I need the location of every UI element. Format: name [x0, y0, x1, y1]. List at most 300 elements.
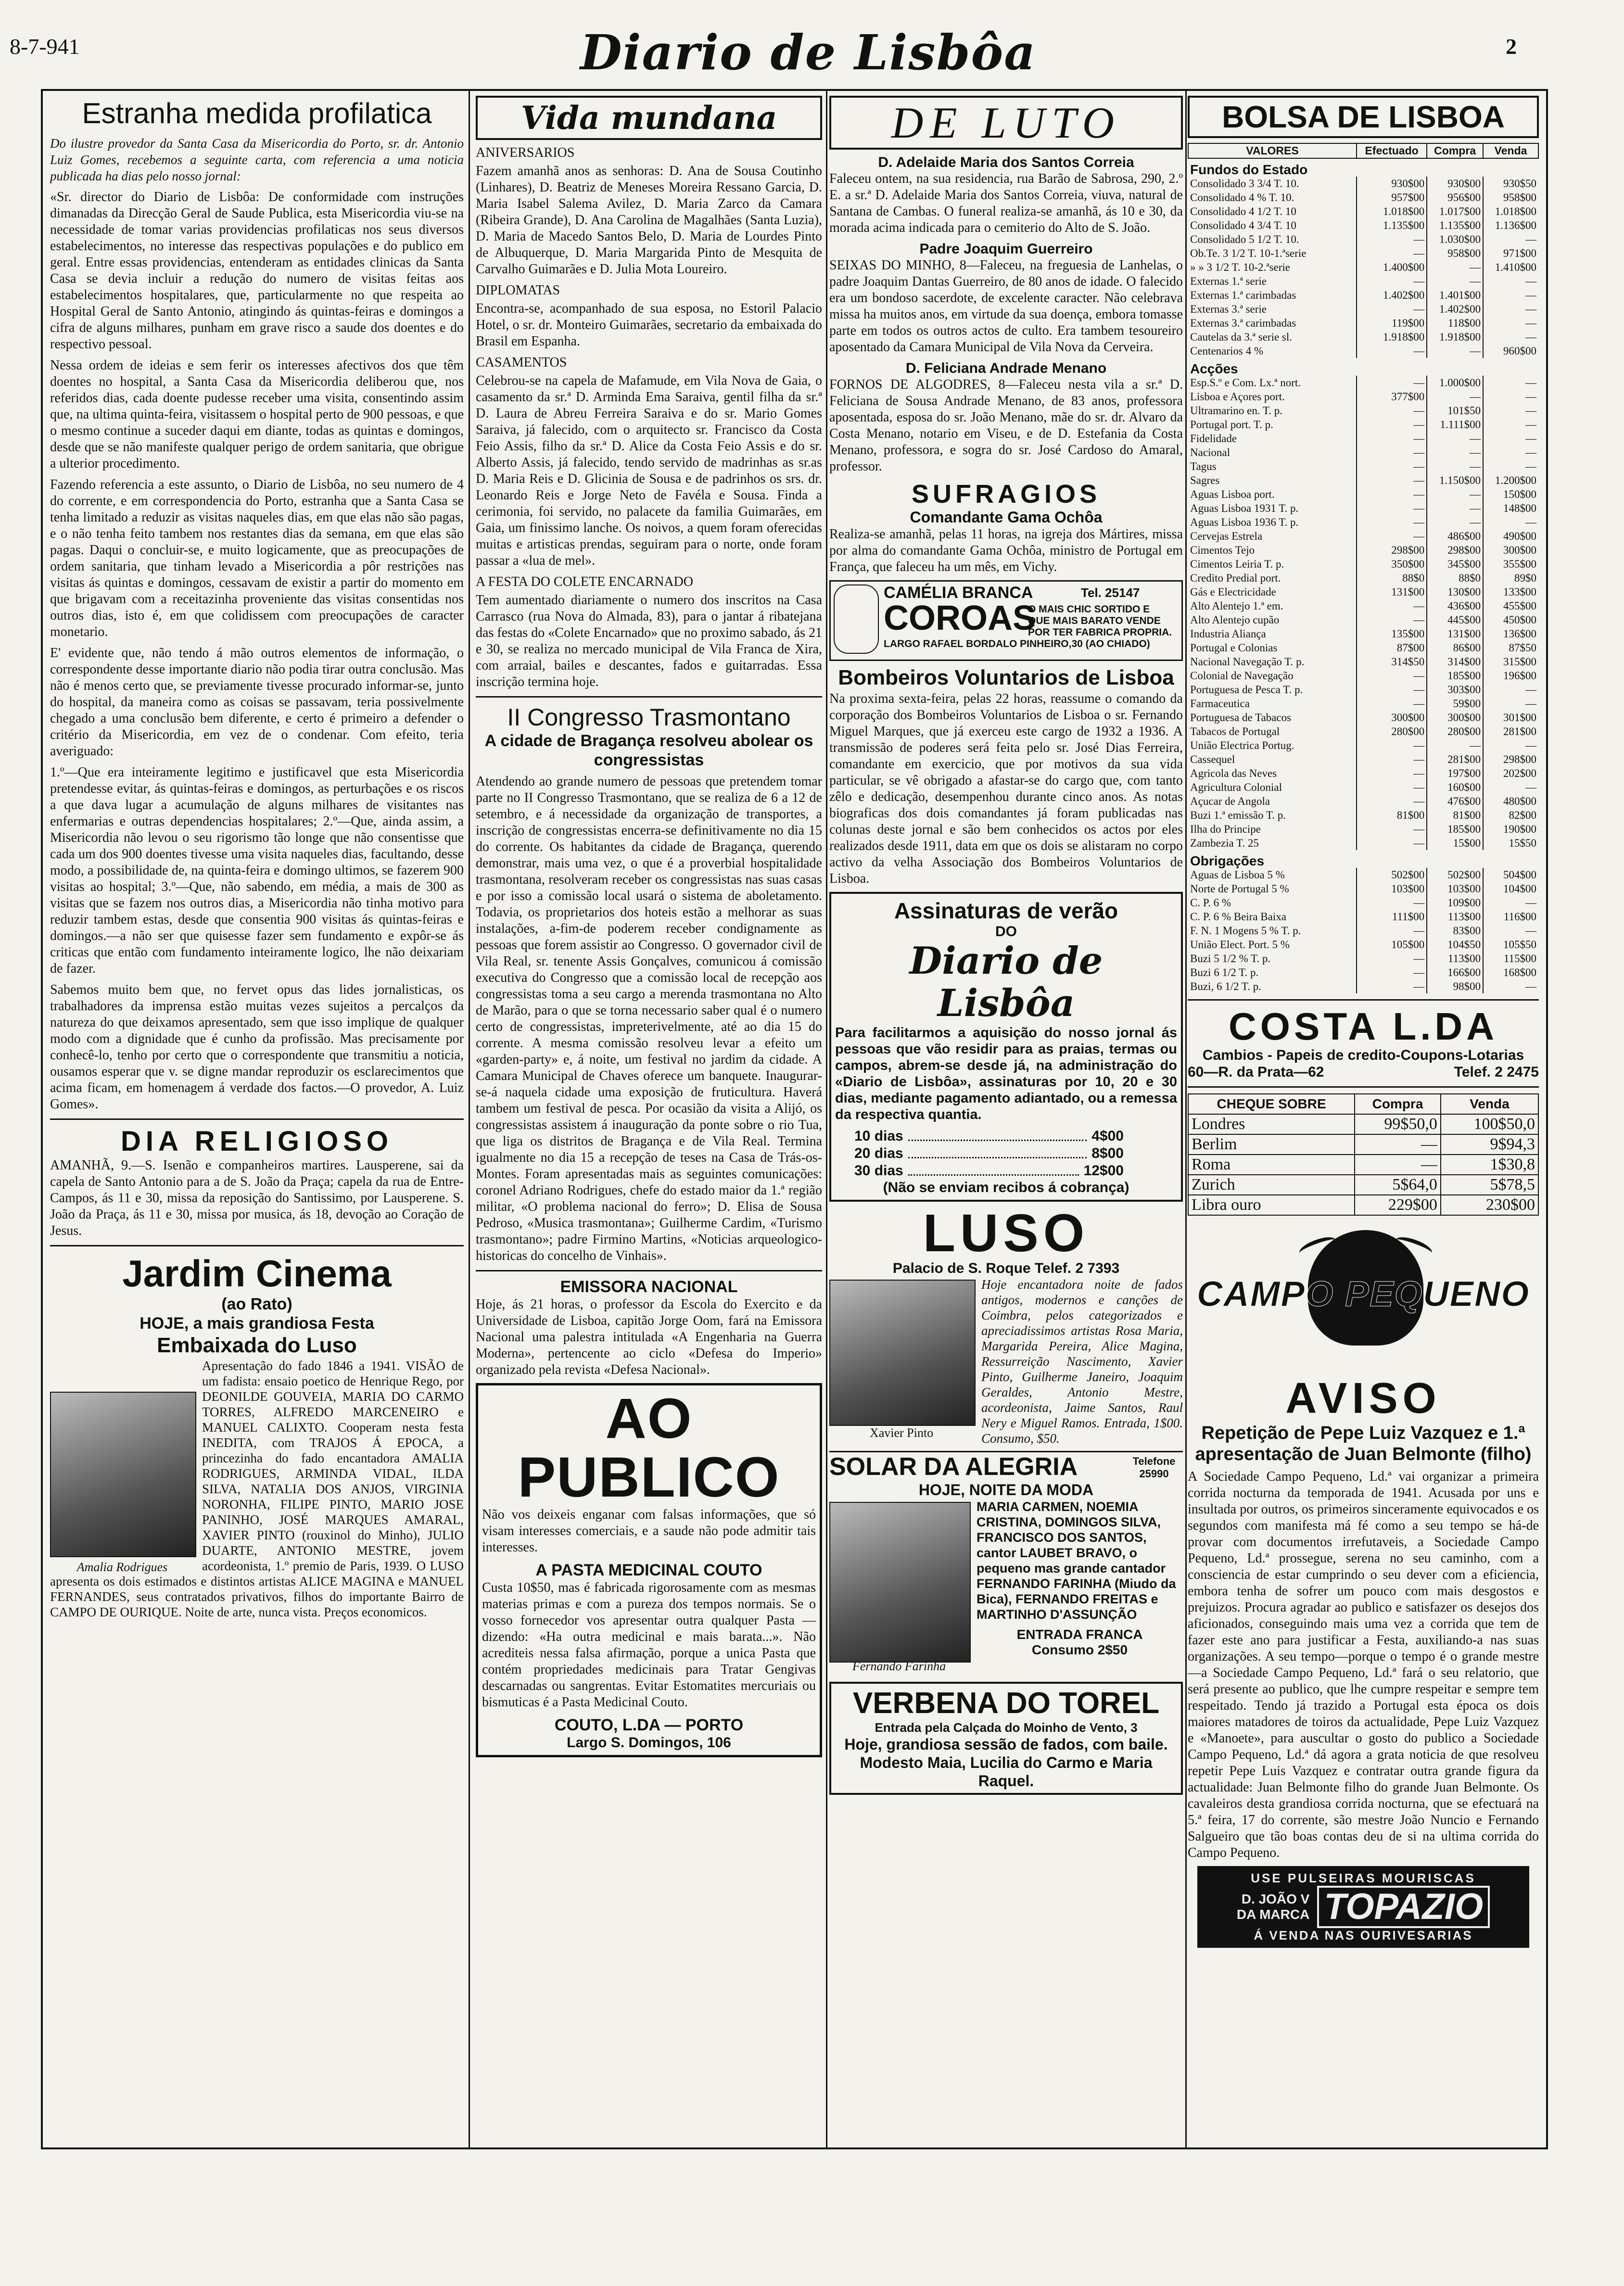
bolsa-price: 300$00: [1483, 543, 1538, 557]
cheque-row: [1188, 1155, 1538, 1175]
bolsa-price: 82$00: [1483, 808, 1538, 822]
bolsa-row: [1188, 965, 1538, 979]
bolsa-row: [1188, 655, 1538, 669]
topazio-line: [1237, 1892, 1309, 1922]
sufragios-text: Realiza-se amanhã, pelas 11 horas, na igreja dos Mártires, missa por alma do comandante Gama Ochôa, ministro de Portugal em França, que faleceu ha um mês, em Vichy.: [829, 527, 1183, 574]
bolsa-price: 101$50: [1427, 404, 1483, 418]
congresso-title: II Congresso Trasmontano: [507, 704, 791, 731]
bolsa-price: —: [1483, 738, 1538, 752]
couto-company: COUTO, L.DA — PORTO: [554, 1716, 744, 1734]
column-divider: [826, 91, 827, 2147]
bolsa-price: —: [1357, 683, 1427, 697]
price-days: 10 dias: [854, 1128, 903, 1144]
bolsa-row: [1188, 683, 1538, 697]
section-heading: DIPLOMATAS: [476, 283, 560, 298]
topazio-da-marca: DA MARCA: [1236, 1907, 1310, 1922]
xavier-pinto-photo: [829, 1280, 976, 1426]
bolsa-price: —: [1357, 766, 1427, 780]
bolsa-security: Esp.S.º e Com. Lx.ª nort.: [1190, 377, 1301, 389]
bolsa-price: 377$00: [1357, 390, 1427, 404]
bolsa-security: Ultramarino en. T. p.: [1190, 405, 1283, 417]
bolsa-price: 103$00: [1357, 882, 1427, 896]
bolsa-price: —: [1357, 232, 1427, 246]
bolsa-price: 1.018$00: [1483, 204, 1538, 218]
bolsa-price: 502$00: [1427, 868, 1483, 882]
bolsa-security: Portuguesa de Pesca T. p.: [1190, 684, 1303, 696]
bolsa-security: Buzi 5 1/2 % T. p.: [1190, 952, 1271, 965]
article-paragraph: «Sr. director do Diario de Lisbôa: De conformidade com instruções dimanadas da Direcção Geral de Saude Publica, esta Misericordia viu-se na necessidade de tomar varias providencias profilaticas nos seus diversos estabelecimentos, no interesse das respectivas populações e do publico em geral. Entre essas providencias, entenderam as entidades clinicas da Santa Casa se devia incluir a redução do numero de visitas feitas aos estabelecimentos hospitalares, que, particularmente no que respeita ao Hospital Geral de Santo Antonio, atingindo ás quintas-feiras e domingos a cifra de alguns milhares, punham em grave risco a saude dos doentes e do respectivo pessoal.: [50, 190, 464, 352]
column-3: [829, 91, 1183, 2147]
cheque-row: [1188, 1195, 1538, 1215]
bolsa-price: 111$00: [1357, 910, 1427, 924]
bolsa-price: 105$00: [1357, 938, 1427, 952]
bolsa-row: [1188, 599, 1538, 613]
bolsa-price: 81$00: [1427, 808, 1483, 822]
cheque-header: Compra: [1355, 1094, 1441, 1114]
bolsa-price: —: [1427, 445, 1483, 459]
bolsa-row: [1188, 246, 1538, 260]
bolsa-price: 445$00: [1427, 613, 1483, 627]
bolsa-price: —: [1483, 432, 1538, 445]
price-row: [854, 1145, 1124, 1162]
bolsa-price: —: [1427, 390, 1483, 404]
bolsa-price: 166$00: [1427, 965, 1483, 979]
bolsa-price: 455$00: [1483, 599, 1538, 613]
bolsa-price: —: [1427, 459, 1483, 473]
assinaturas-do: DO: [995, 924, 1017, 940]
solar-phone: Telefone 25990: [1132, 1455, 1176, 1480]
bolsa-price: —: [1357, 896, 1427, 910]
obituary-name: D. Feliciana Andrade Menano: [905, 360, 1107, 376]
bolsa-price: 281$00: [1427, 752, 1483, 766]
bolsa-row: [1188, 627, 1538, 641]
bolsa-price: 958$00: [1427, 246, 1483, 260]
bolsa-price: 298$00: [1357, 543, 1427, 557]
jardim-cinema-show: Embaixada do Luso: [157, 1334, 357, 1357]
cheque-row: [1188, 1134, 1538, 1155]
bolsa-price: 87$00: [1357, 641, 1427, 655]
bolsa-security: Aguas Lisboa 1931 T. p.: [1190, 502, 1299, 514]
bolsa-price: 136$00: [1483, 627, 1538, 641]
bolsa-price: 1.402$00: [1427, 302, 1483, 316]
bolsa-row: [1188, 910, 1538, 924]
bolsa-security: Portugal port. T. p.: [1190, 419, 1273, 431]
bolsa-header: Venda: [1483, 143, 1538, 158]
bolsa-header: Compra: [1427, 143, 1483, 158]
costa-address: 60—R. da Prata—62: [1188, 1064, 1324, 1080]
bolsa-price: 109$00: [1427, 896, 1483, 910]
bolsa-price: 1.150$00: [1427, 473, 1483, 487]
verbena-title: VERBENA DO TOREL: [852, 1687, 1160, 1720]
bolsa-security: Consolidado 4 3/4 T. 10: [1190, 219, 1296, 231]
bolsa-section: [1188, 358, 1538, 376]
bolsa-price: —: [1427, 274, 1483, 288]
bolsa-row: [1188, 979, 1538, 993]
bolsa-price: —: [1357, 697, 1427, 711]
bolsa-row: [1188, 822, 1538, 836]
bolsa-price: 281$00: [1483, 724, 1538, 738]
pasta-couto-title: A PASTA MEDICINAL COUTO: [535, 1561, 762, 1579]
bolsa-row: [1188, 938, 1538, 952]
price-row: [854, 1162, 1124, 1180]
bolsa-price: —: [1483, 274, 1538, 288]
bolsa-row: [1188, 218, 1538, 232]
cheque-rate: 230$00: [1441, 1195, 1538, 1215]
bolsa-security: Cimentos Tejo: [1190, 544, 1255, 556]
column-4: [1188, 91, 1539, 2147]
bolsa-price: 104$50: [1427, 938, 1483, 952]
bolsa-price: —: [1357, 669, 1427, 683]
camelia-coroas: COROAS: [884, 599, 1036, 637]
bolsa-security: Aguas Lisboa port.: [1190, 488, 1275, 500]
bolsa-price: —: [1357, 613, 1427, 627]
bolsa-price: —: [1427, 515, 1483, 529]
bolsa-price: —: [1357, 487, 1427, 501]
column-divider: [469, 91, 470, 2147]
bolsa-security: Sagres: [1190, 474, 1220, 486]
section-heading: CASAMENTOS: [476, 355, 567, 370]
bolsa-price: 930$50: [1483, 177, 1538, 190]
assinaturas-paper: Diario de Lisbôa: [909, 939, 1103, 1025]
bolsa-price: —: [1427, 260, 1483, 274]
bolsa-price: —: [1483, 376, 1538, 390]
column-divider: [1185, 91, 1187, 2147]
bolsa-security: F. N. 1 Mogens 5 % T. p.: [1190, 925, 1301, 937]
bolsa-row: [1188, 316, 1538, 330]
bolsa-row: [1188, 808, 1538, 822]
topazio-brand-row: [1202, 1886, 1524, 1928]
bolsa-price: —: [1357, 836, 1427, 850]
solar-alegria-ad: [829, 1451, 1183, 1673]
bolsa-price: —: [1483, 232, 1538, 246]
bolsa-price: —: [1357, 780, 1427, 794]
bolsa-price: 86$00: [1427, 641, 1483, 655]
bolsa-price: 131$00: [1427, 627, 1483, 641]
bolsa-row: [1188, 404, 1538, 418]
article-paragraph: E' evidente que, não tendo á mão outros elementos de informação, o correspondente desse importante diario não podia tirar outra conclusão. Mas não é menos certo que, se previamente tivesse procurado informar-se, junto do hospital, da maneira como as coisas se passavam, teria possivelmente chegado a uma conclusão bem diferente, e certo é primeiro a defender o critério da Misericordia, em vez de o condenar. Com efeito, teria averiguado:: [50, 646, 464, 759]
bolsa-row: [1188, 487, 1538, 501]
bolsa-price: 504$00: [1483, 868, 1538, 882]
bolsa-price: 104$00: [1483, 882, 1538, 896]
bolsa-security: Zambezia T. 25: [1190, 837, 1259, 849]
bolsa-security: Aguas de Lisboa 5 %: [1190, 869, 1285, 881]
bolsa-price: 185$00: [1427, 822, 1483, 836]
bolsa-price: 190$00: [1483, 822, 1538, 836]
bolsa-security: Buzi 6 1/2 T. p.: [1190, 966, 1259, 978]
bolsa-row: [1188, 288, 1538, 302]
bolsa-row: [1188, 177, 1538, 190]
bolsa-price: —: [1483, 316, 1538, 330]
bolsa-section-label: Obrigações: [1190, 853, 1265, 868]
bolsa-security: União Electrica Portug.: [1190, 739, 1294, 751]
costa-subtitle: Cambios - Papeis de credito-Coupons-Lotarias: [1202, 1047, 1524, 1063]
bolsa-security: Alto Alentejo cupão: [1190, 614, 1280, 626]
jardim-cinema-today: HOJE, a mais grandiosa Festa: [140, 1314, 374, 1333]
obituary-text: SEIXAS DO MINHO, 8—Faleceu, na freguesia de Lanhelas, o padre Joaquim Dantas Guerreiro, de 80 anos de idade. O falecido era um bondoso sacerdote, de excelente caracter. Não celebrava missa ha muitos anos, em virtude da sua doença, embora tomasse parte em todos os outros actos de culto. Era tambem tesoureiro aposentado da Camara Municipal de Vila Nova da Cerveira.: [829, 258, 1183, 355]
bolsa-price: 1.400$00: [1357, 260, 1427, 274]
bolsa-price: 1.135$00: [1427, 218, 1483, 232]
cheque-currency: Roma: [1188, 1155, 1355, 1175]
bolsa-security: União Elect. Port. 5 %: [1190, 939, 1290, 951]
cheque-rate: 5$64,0: [1355, 1175, 1441, 1195]
topazio-line: USE PULSEIRAS MOURISCAS: [1251, 1871, 1476, 1885]
bolsa-price: 930$00: [1427, 177, 1483, 190]
divider: [476, 696, 822, 698]
topazio-brand: TOPAZIO: [1317, 1886, 1490, 1928]
bolsa-price: 1.410$00: [1483, 260, 1538, 274]
bolsa-row: [1188, 501, 1538, 515]
bolsa-security: Externas 1.ª serie: [1190, 275, 1267, 287]
bolsa-price: 355$00: [1483, 557, 1538, 571]
bolsa-price: —: [1357, 459, 1427, 473]
bolsa-section: [1188, 158, 1538, 177]
aviso-text: A Sociedade Campo Pequeno, Ld.ª vai organizar a primeira corrida nocturna da temporada de 1941. Acusada por uns e insultada por outros, os primeiros sinceramente equivocados e os segundos com manifesta má fé como a seu tempo se há-de provar com documentos irrefutaveis, a Sociedade Campo Pequeno, Ld.ª prossegue, serena no seu caminho, com a consciencia de estar cumprindo o seu dever com a eficiencia, embora tenha de sofrer um pouco com mais desgostos e prejuizos. Procura agradar ao publico e satisfazer os desejos dos aficionados, conseguindo mais uma vez a corrida que tem de fazer este ano para justificar a Festa, auxiliando-a nas suas organizações. A seu tempo—porque o tempo é o grande mestre—a Sociedade Campo Pequeno, Ld.ª fará o seu relatorio, que será presente ao publico, que lhe cumpre respeitar e sempre tem respeitado. Tendo já trazido a Portugal esta época os dois maiores matadores de toiros da actualidade, Pepe Luiz Vazquez e «Manoete», para auscultar o gosto do publico a Sociedade Campo Pequeno, Ld.ª dá agora a grata noticia de que resolveu repetir Pepe Luis Vazquez e contratar outra grande figura da actualidade: Juan Belmonte filho do grande Juan Belmonte. Os cavaleiros desta grandiosa corrida nocturna, que se efectuará na 5.ª feira, 17 do corrente, são mestre João Nuncio e Fernando Salgueiro que tão boas contas deu de si na ultima corrida do Campo Pequeno.: [1188, 1469, 1539, 1860]
topazio-dom-joao: D. JOÃO V: [1241, 1892, 1310, 1906]
bolsa-price: 202$00: [1483, 766, 1538, 780]
bolsa-row: [1188, 697, 1538, 711]
divider: [50, 1118, 464, 1120]
bolsa-price: 1.918$00: [1427, 330, 1483, 344]
article-paragraph: Celebrou-se na capela de Mafamude, em Vila Nova de Gaia, o casamento da sr.ª D. Arminda Ema Saraiva, gentil filha da sr.ª D. Laura de Abreu Ferreira Saraiva e do sr. Mario Gomes Saraiva, já falecido, com o arquitecto sr. Francisco da Costa Feio Assis, filho da sr.ª D. Alice da Costa Feio Assis e do sr. Alberto Assis, já falecido, tendo servido de madrinhas as sr.as D. Maria Reis e D. Glicinia de Sousa e de padrinhos os srs. dr. Leonardo Reis e Jorge Neto de Favéla e Sousa. Finda a cerimonia, foi servido, no palacete da familia Guimarães, em Gaia, um finissimo lanche. Os noivos, a quem foram oferecidas muitas e artisticas prendas, seguiram para o norte, onde foram passar a «lua de mel».: [476, 373, 822, 568]
bolsa-price: 88$0: [1427, 571, 1483, 585]
cheque-header: Venda: [1441, 1094, 1538, 1114]
dia-religioso-title: DIA RELIGIOSO: [120, 1126, 393, 1157]
cheque-rows: [1188, 1114, 1538, 1215]
bolsa-price: 1.918$00: [1357, 330, 1427, 344]
bolsa-security: Centenarios 4 %: [1190, 345, 1264, 357]
column-2: [476, 91, 822, 2147]
bolsa-price: —: [1427, 501, 1483, 515]
bolsa-price: 1.401$00: [1427, 288, 1483, 302]
campo-pequeno-text: CAMPO PEQUENO: [1196, 1274, 1530, 1314]
de-luto-title: DE LUTO: [829, 96, 1183, 150]
bolsa-price: 1.000$00: [1427, 376, 1483, 390]
bolsa-row: [1188, 641, 1538, 655]
bolsa-price: 197$00: [1427, 766, 1483, 780]
column-1: [50, 91, 464, 2147]
bolsa-security: Colonial de Navegação: [1190, 670, 1294, 682]
bolsa-price: 160$00: [1427, 780, 1483, 794]
bolsa-security: Cimentos Leiria T. p.: [1190, 558, 1284, 570]
bolsa-security: » » 3 1/2 T. 10-2.ªserie: [1190, 261, 1290, 273]
bolsa-price: —: [1483, 418, 1538, 432]
bolsa-price: 300$00: [1427, 711, 1483, 724]
bolsa-row: [1188, 330, 1538, 344]
bolsa-price: 1.017$00: [1427, 204, 1483, 218]
luso-title: LUSO: [923, 1204, 1090, 1263]
bolsa-price: —: [1483, 683, 1538, 697]
bolsa-price: —: [1357, 404, 1427, 418]
bolsa-price: 115$00: [1483, 952, 1538, 965]
bolsa-price: —: [1483, 979, 1538, 993]
bolsa-price: 135$00: [1357, 627, 1427, 641]
bolsa-price: —: [1357, 965, 1427, 979]
bolsa-security: Alto Alentejo 1.ª em.: [1190, 600, 1283, 612]
bolsa-header: Efectuado: [1357, 143, 1427, 158]
cheque-row: [1188, 1175, 1538, 1195]
bolsa-price: 81$00: [1357, 808, 1427, 822]
bolsa-security: Açucar de Angola: [1190, 795, 1270, 807]
bolsa-row: [1188, 585, 1538, 599]
cheque-rate: 99$50,0: [1355, 1114, 1441, 1134]
price-value: 4$00: [1091, 1128, 1124, 1144]
bolsa-security: Buzi, 6 1/2 T. p.: [1190, 980, 1262, 992]
jardim-cinema-title: Jardim Cinema: [122, 1252, 392, 1295]
bolsa-security: Externas 1.ª carimbadas: [1190, 289, 1296, 301]
assinaturas-title: Assinaturas de verão: [894, 898, 1118, 923]
bolsa-security: Consolidado 4 % T. 10.: [1190, 191, 1294, 203]
bolsa-security: Agricultura Colonial: [1190, 781, 1282, 793]
bolsa-price: —: [1427, 432, 1483, 445]
bolsa-price: 118$00: [1427, 316, 1483, 330]
bolsa-price: 298$00: [1427, 543, 1483, 557]
bolsa-price: 119$00: [1357, 316, 1427, 330]
bolsa-price: —: [1357, 302, 1427, 316]
cheque-header: CHEQUE SOBRE: [1188, 1094, 1355, 1114]
bolsa-security: Agricola das Neves: [1190, 767, 1277, 779]
bolsa-price: —: [1357, 529, 1427, 543]
bolsa-row: [1188, 896, 1538, 910]
bolsa-security: Externas 3.ª carimbadas: [1190, 317, 1296, 329]
camelia-title: CAMÉLIA BRANCA: [884, 584, 1033, 602]
bolsa-price: —: [1483, 459, 1538, 473]
bolsa-price: 89$0: [1483, 571, 1538, 585]
bolsa-price: —: [1427, 344, 1483, 358]
bolsa-security: Cassequel: [1190, 753, 1235, 765]
bolsa-row: [1188, 669, 1538, 683]
sufragios-subtitle: Comandante Gama Ochôa: [910, 508, 1103, 526]
page-number: 2: [1506, 34, 1517, 59]
camelia-address: LARGO RAFAEL BORDALO PINHEIRO,30 (AO CHIADO): [884, 638, 1150, 649]
newspaper-title: Diario de Lisbôa: [580, 24, 1037, 81]
camelia-text: O MAIS CHIC SORTIDO E QUE MAIS BARATO VENDE POR TER FABRICA PROPRIA.: [1028, 604, 1172, 638]
bolsa-price: 15$50: [1483, 836, 1538, 850]
bolsa-security: Consolidado 5 1/2 T. 10.: [1190, 233, 1299, 245]
bolsa-row: [1188, 190, 1538, 204]
bolsa-security: Aguas Lisboa 1936 T. p.: [1190, 516, 1299, 528]
bolsa-price: 298$00: [1483, 752, 1538, 766]
jardim-cinema-subtitle: (ao Rato): [221, 1295, 292, 1313]
bolsa-price: —: [1483, 330, 1538, 344]
bolsa-row: [1188, 794, 1538, 808]
bolsa-row: [1188, 571, 1538, 585]
bolsa-price: —: [1357, 924, 1427, 938]
bolsa-security: Cervejas Estrela: [1190, 530, 1263, 542]
bolsa-security: Externas 3.ª serie: [1190, 303, 1267, 315]
section-heading: A FESTA DO COLETE ENCARNADO: [476, 574, 693, 589]
dia-religioso-text: AMANHÃ, 9.—S. Isenão e companheiros martires. Lausperene, sai da capela de Santo Antonio para a de S. João da Praça; capela da rua de Entre-Campos, ás 11 e 30, missa da reposição do Santissimo, por Lausperene. S. João da Praça, ás 11 e 30, missa por musica, ás 18, devoção ao Coração de Jesus.: [50, 1158, 464, 1238]
bolsa-price: 490$00: [1483, 529, 1538, 543]
costa-phone: Telef. 2 2475: [1454, 1064, 1539, 1080]
bolsa-price: —: [1357, 515, 1427, 529]
divider: [50, 1245, 464, 1246]
jardim-cinema-body: [50, 1358, 464, 1620]
bolsa-row: [1188, 445, 1538, 459]
bolsa-price: —: [1357, 822, 1427, 836]
bolsa-row: [1188, 543, 1538, 557]
bolsa-price: —: [1357, 979, 1427, 993]
ao-publico-title: AO PUBLICO: [518, 1387, 780, 1509]
bolsa-row: [1188, 924, 1538, 938]
bolsa-security: Tagus: [1190, 460, 1217, 472]
emissora-text: Hoje, ás 21 horas, o professor da Escola do Exercito e da Universidade de Lisboa, capitão Jorge Oom, fará na Emissora Nacional uma palestra intitulada «A Engenharia na Guerra Moderna», pertencente ao ciclo «Defesa do Imperio» organizado pela revista «Defesa Nacional».: [476, 1297, 822, 1377]
luso-subtitle: Palacio de S. Roque Telef. 2 7393: [892, 1260, 1120, 1276]
fernando-farinha-photo: [829, 1502, 971, 1663]
bolsa-row: [1188, 613, 1538, 627]
ao-publico-text: Não vos deixeis enganar com falsas informações, que só visam interesses comerciais, e a saude não pode admitir tais interesses.: [482, 1507, 816, 1555]
bolsa-security: Gás e Electricidade: [1190, 586, 1276, 598]
bolsa-security: Nacional: [1190, 446, 1231, 458]
bolsa-price: 450$00: [1483, 613, 1538, 627]
bolsa-price: 1.018$00: [1357, 204, 1427, 218]
bolsa-table: [1188, 143, 1539, 993]
emissora-title: EMISSORA NACIONAL: [560, 1278, 738, 1296]
bolsa-price: 301$00: [1483, 711, 1538, 724]
solar-text: MARIA CARMEN, NOEMIA CRISTINA, DOMINGOS SILVA, FRANCISCO DOS SANTOS, cantor LAUBET BRAVO, o pequeno mas grande cantador FERNANDO FARINHA (Miudo da Bica), FERNANDO FREITAS e MARTINHO D'ASSUNÇÃO: [977, 1499, 1176, 1622]
obituary-text: Faleceu ontem, na sua residencia, rua Barão de Sabrosa, 290, 2.º E. a sr.ª D. Adelaide Maria dos Santos Correia, viuva, natural de Santana de Cambas. O funeral realiza-se amanhã, ás 10 e 30, da morada acima indicada para o cemiterio do Alto de S. João.: [829, 171, 1183, 235]
fernando-farinha-caption: Fernando Farinha: [852, 1659, 946, 1673]
bolsa-price: 113$00: [1427, 952, 1483, 965]
bolsa-row: [1188, 376, 1538, 390]
article-intro: Do ilustre provedor da Santa Casa da Misericordia do Porto, sr. dr. Antonio Luiz Gomes, recebemos a seguinte carta, com referencia a uma noticia publicada ha dias pelo nosso jornal:: [50, 136, 464, 183]
bolsa-price: 105$50: [1483, 938, 1538, 952]
bolsa-price: 98$00: [1427, 979, 1483, 993]
bolsa-row: [1188, 882, 1538, 896]
article-paragraph: Fazem amanhã anos as senhoras: D. Ana de Sousa Coutinho (Linhares), D. Beatriz de Meneses Moreira Ressano Garcia, D. Maria Isabel Salema Avilez, D. Maria Zarco da Camara (Ribeira Grande), D. Ana Carolina de Magalhães (Santa Luzia), D. Maria de Macedo Santos Belo, D. Maria de Lourdes Pinto de Albuquerque, D. Maria Margarida Pinto de Mesquita de Carvalho Guimarães e D. Julia Mota Loureiro.: [476, 164, 822, 277]
bolsa-security: C. P. 6 %: [1190, 897, 1231, 909]
bolsa-price: —: [1483, 288, 1538, 302]
xavier-pinto-caption: Xavier Pinto: [869, 1426, 934, 1440]
section-heading: ANIVERSARIOS: [476, 145, 575, 160]
bolsa-row: [1188, 344, 1538, 358]
divider: [476, 1270, 822, 1271]
bolsa-price: —: [1483, 924, 1538, 938]
bolsa-price: —: [1357, 599, 1427, 613]
bolsa-price: 480$00: [1483, 794, 1538, 808]
jardim-cinema-text: Apresentação do fado 1846 a 1941. VISÃO de um fadista: ensaio poetico de Henrique Rego, por DEONILDE GOUVEIA, MARIA DO CARMO TORRES, ALFREDO MARCENEIRO e MANUEL CALIXTO. Cooperam nesta festa INEDITA, com TRAJOS Á EPOCA, a princezinha do fado encantadora AMALIA RODRIGUES, ARMINDA VIDAL, ILDA SILVA, NATALIA DOS ANJOS, VIRGINIA NORONHA, FILIPE PINTO, MARIO JOSE PANINHO, JOSÉ MARQUES AMARAL, XAVIER PINTO (rouxinol do Minho), JULIO DUARTE, ANTONIO MESTRE, jovem acordeonista, 1.º premio de Paris, 1939. O LUSO apresenta os dois estimados e distintos artistas ALICE MAGINA e MANUEL FERNANDES, seus contratados privativos, filhos do importante Bairro de CAMPO DE OURIQUE. Noite de arte, nunca vista. Preços economicos.: [50, 1359, 464, 1619]
bolsa-price: 280$00: [1427, 724, 1483, 738]
bolsa-row: [1188, 260, 1538, 274]
costa-ad: [1188, 1006, 1539, 1080]
bombeiros-text: Na proxima sexta-feira, pelas 22 horas, reassume o comando da corporação dos Bombeiros Voluntarios de Lisboa o sr. Fernando Miguel Marques, que já exerceu este cargo de 1932 a 1936. A transmissão de poderes será feita pelo sr. José Dias Ferreira, comandante em exercicio, que por motivos da sua vida particular, se vê obrigado a afastar-se do cargo que, com tanto zêlo e dedicação, desempenhou durante cinco anos. As notas biograficas dos dois comandantes já foram publicadas nas colunas deste jornal e são bem conhecidos os actos por eles realizados desde 1911, data em que os dois se alistaram no corpo activo da velha Associação dos Bombeiros Voluntarios de Lisboa.: [829, 691, 1183, 886]
bolsa-price: —: [1357, 246, 1427, 260]
bolsa-row: [1188, 459, 1538, 473]
bolsa-price: —: [1357, 376, 1427, 390]
price-value: 8$00: [1091, 1145, 1124, 1161]
aviso-title: AVISO: [1285, 1374, 1441, 1422]
campo-pequeno-logo: [1188, 1230, 1539, 1374]
solar-title: SOLAR DA ALEGRIA: [829, 1453, 1078, 1481]
bolsa-header: VALORES: [1188, 143, 1357, 158]
bolsa-price: —: [1483, 515, 1538, 529]
cheque-rate: —: [1355, 1134, 1441, 1155]
article-paragraph: Fazendo referencia a este assunto, o Diario de Lisbôa, no seu numero de 4 do corrente, e em correspondencia do Porto, estranha que a Santa Casa se tenha limitado a reduzir as visitas naqueles dias, em que elas não são pagas, e o não tenha feito tambem nos restantes dias da semana, em que elas são pagas. Daqui o concluir-se, e muito logicamente, que as preocupações de ordem sanitaria, que tinham levado a Misericordia a pôr restrições nas visitas ás quintas e domingos, cessavam de existir a partir do momento em que brigavam com a receitazinha proveniente das visitas consentidas nos outros dias, isto é, em que colidissem com preocupações de caracter monetario.: [50, 477, 464, 639]
bolsa-row: [1188, 204, 1538, 218]
bolsa-price: 350$00: [1357, 557, 1427, 571]
verbena-text: Hoje, grandiosa sessão de fados, com baile. Modesto Maia, Lucilia do Carmo e Maria Raquel.: [844, 1736, 1168, 1790]
bolsa-price: 314$50: [1357, 655, 1427, 669]
bolsa-price: —: [1483, 302, 1538, 316]
couto-address: Largo S. Domingos, 106: [567, 1735, 731, 1751]
bolsa-security: C. P. 6 % Beira Baixa: [1190, 911, 1286, 923]
cheque-rate: 9$94,3: [1441, 1134, 1538, 1155]
congresso-text: Atendendo ao grande numero de pessoas que pretendem tomar parte no II Congresso Trasmontano, que se realiza de 6 a 12 de setembro, e á necessidade da organização de transportes, a inscrição de congressistas encerra-se definitivamente no dia 15 do corrente. Os habitantes da cidade de Bragança, querendo demonstrar, mais uma vez, o que é a proverbial hospitalidade trasmontana, resolveram receber os congressistas nas suas casas e por isso a comissão local usará o sistema de aboletamento. Todavia, os proprietarios dos hoteis estão a melhorar as suas instalações, a-fim-de poderem receber condignamente as pessoas que forem assistir ao Congresso. O governador civil de Vila Real, sr. tenente Assis Gonçalves, comunicou á comissão executiva do Congresso que a comissão local de recepção aos congressistas toma a seu cargo a merenda trasmontana no Alto de Marão, para o que se torna necessario saber qual é o numero certo de congressistas, impreterivelmente, até ao dia 15 do corrente. A mesma comissão resolveu levar a efeito um «garden-party» e, á noite, um festival no jardim da cidade. A Camara Municipal de Chaves oferece um banquete. Inaugurar-se-á naquela cidade uma exposição de fruticultura. Haverá tambem um festival de pesca. Por ocasião da visita a Alijó, os congressistas assistem á inauguração da ponte sobre o rio Tua, que liga os distritos de Bragança e de Vila Real. Termina igualmente no dia 15 a recepção de teses na Casa de Trás-os-Montes. Foram apresentadas mais as seguintes comunicações: coronel Adriano Rodrigues, chefe do estado maior da 1.ª região militar, «O problema nacional do ferro»; D. Elisa de Sousa Pedroso, «Musica trasmontana»; Guilherme Cardim, «Turismo trasmontano»; padre Firmino Martins, «Noticias arqueologico-historicas do concelho de Vinhais».: [476, 774, 822, 1263]
bolsa-price: 148$00: [1483, 501, 1538, 515]
bolsa-section-label: Fundos do Estado: [1190, 162, 1308, 177]
assinaturas-text: Para facilitarmos a aquisição do nosso jornal ás pessoas que vão residir para as praias, termas ou campos, abrem-se desde já, na administração do «Diario de Lisbôa», assinaturas por 10, 20 e 30 dias, mediante pagamento adiantado, ou a remessa da respectiva quantia.: [835, 1025, 1177, 1122]
article-paragraph: Tem aumentado diariamente o numero dos inscritos na Casa Carrasco (rua Nova do Almada, 83), para o jantar á ribatejana das festas do «Colete Encarnado» que no proximo sabado, ás 21 e 30, se realiza no mercado municipal de Vila Franca de Xira, com arraial, bailes e descantes, fados e guitarradas. Essa inscrição termina hoje.: [476, 593, 822, 689]
bolsa-price: —: [1427, 487, 1483, 501]
